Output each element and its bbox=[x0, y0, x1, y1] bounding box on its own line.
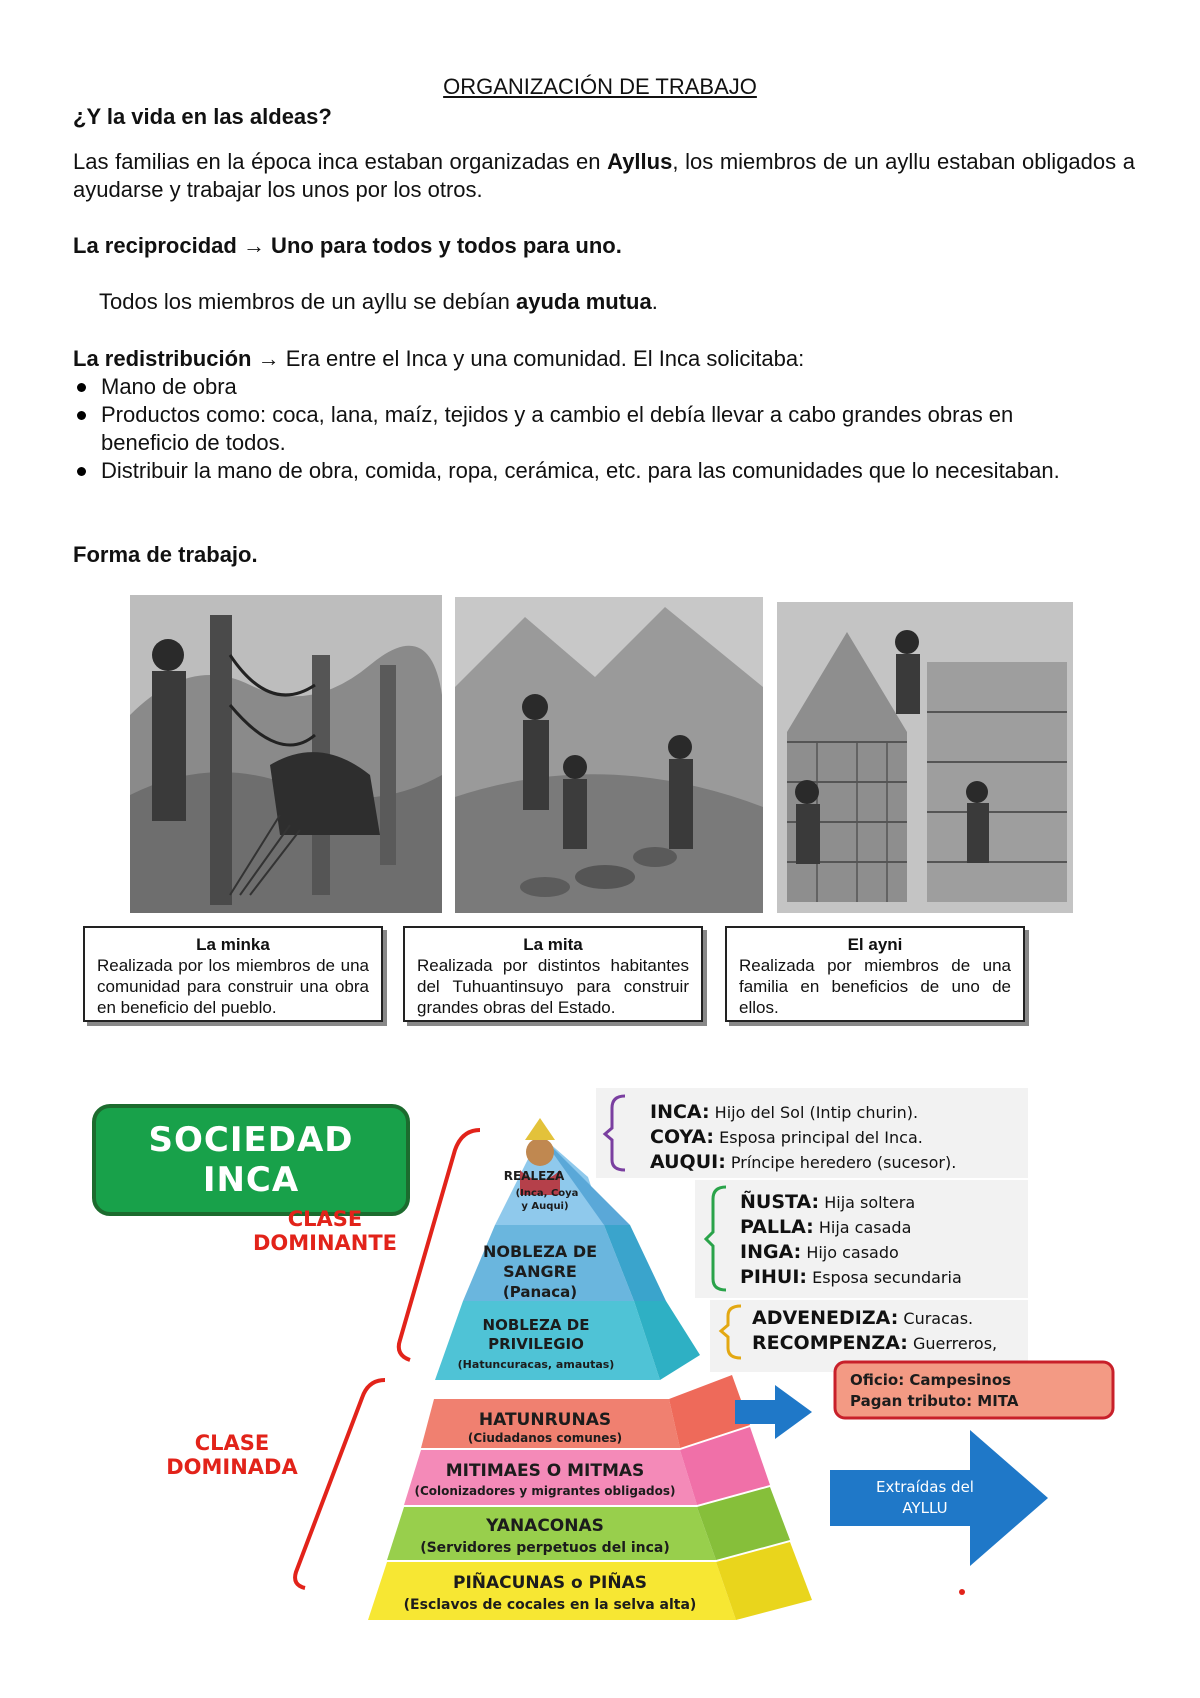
mitimaes-title: MITIMAES O MITMAS bbox=[445, 1461, 645, 1481]
list-item bbox=[650, 1100, 956, 1125]
dominada-bracket bbox=[295, 1380, 385, 1588]
minka-illustration bbox=[130, 595, 442, 913]
list-item bbox=[650, 1150, 956, 1175]
realeza-info-list bbox=[650, 1100, 956, 1175]
logo-line-2: INCA bbox=[202, 1160, 300, 1200]
privilegio-info-list bbox=[752, 1306, 997, 1356]
mita-title: La mita bbox=[523, 935, 583, 954]
decorative-dot bbox=[959, 1589, 965, 1595]
list-item bbox=[752, 1331, 997, 1356]
nobleza-privilegio-title: NOBLEZA DE bbox=[482, 1316, 590, 1334]
minka-description: Realizada por los miembros de una comunidad para construir una obra en beneficio del pueblo. bbox=[97, 956, 369, 1017]
reciprocidad-text: Todos los miembros de un ayllu se debían bbox=[99, 289, 517, 314]
yanaconas-sub: (Servidores perpetuos del inca) bbox=[420, 1540, 670, 1556]
inga-desc: Hijo casado bbox=[801, 1243, 899, 1262]
mita-description: Realizada por distintos habitantes del Tuhuantinsuyo para construir grandes obras del Estado. bbox=[417, 956, 689, 1017]
minka-card bbox=[83, 926, 383, 1022]
bullet-icon bbox=[77, 383, 86, 392]
extraidas-line-1: Extraídas del bbox=[876, 1478, 974, 1496]
inca-figure-icon bbox=[526, 1138, 554, 1166]
logo-line-1: SOCIEDAD bbox=[148, 1120, 354, 1160]
ayni-illustration bbox=[777, 602, 1073, 913]
ayni-card bbox=[725, 926, 1025, 1022]
list-item bbox=[740, 1215, 962, 1240]
inca-term: INCA: bbox=[650, 1101, 710, 1123]
palla-term: PALLA: bbox=[740, 1216, 814, 1238]
clase-dominada-line-1: CLASE bbox=[194, 1431, 270, 1455]
oficio-line-1: Oficio: Campesinos bbox=[850, 1371, 1012, 1389]
oficio-line-2: Pagan tributo: MITA bbox=[850, 1392, 1019, 1410]
reciprocidad-heading: La reciprocidad → Uno para todos y todos para uno. bbox=[73, 233, 622, 258]
list-item bbox=[650, 1125, 956, 1150]
coya-term: COYA: bbox=[650, 1126, 715, 1148]
list-item bbox=[73, 373, 1073, 401]
bullet-icon bbox=[77, 411, 86, 420]
society-pyramid-diagram bbox=[0, 1080, 1200, 1620]
pihui-desc: Esposa secundaria bbox=[807, 1268, 962, 1287]
list-item-text: Productos como: coca, lana, maíz, tejidos y a cambio el debía llevar a cabo grandes obras en beneficio de todos. bbox=[101, 402, 1014, 455]
auqui-term: AUQUI: bbox=[650, 1151, 726, 1173]
realeza-title: REALEZA bbox=[503, 1169, 565, 1183]
page-title: ORGANIZACIÓN DE TRABAJO bbox=[443, 74, 757, 99]
mitimaes-sub: (Colonizadores y migrantes obligados) bbox=[414, 1484, 676, 1498]
pihui-term: PIHUI: bbox=[740, 1266, 807, 1288]
list-item bbox=[740, 1190, 962, 1215]
realeza-sub-1: (Inca, Coya bbox=[515, 1188, 579, 1199]
recompenza-desc: Guerreros, bbox=[907, 1334, 998, 1353]
ayni-title: El ayni bbox=[847, 935, 903, 954]
intro-paragraph bbox=[73, 148, 1135, 204]
ayni-description: Realizada por miembros de una familia en beneficios de uno de ellos. bbox=[739, 956, 1011, 1017]
clase-dominante-line-1: CLASE bbox=[287, 1207, 363, 1231]
clase-dominada-line-2: DOMINADA bbox=[166, 1455, 298, 1479]
ayllus-term: Ayllus bbox=[607, 149, 673, 174]
list-item-text: Distribuir la mano de obra, comida, ropa, cerámica, etc. para las comunidades que lo necesitaban. bbox=[101, 458, 1060, 483]
redistribucion-text: Era entre el Inca y una comunidad. El Inca solicitaba: bbox=[279, 346, 805, 371]
list-item bbox=[73, 457, 1061, 485]
section-question: ¿Y la vida en las aldeas? bbox=[73, 104, 332, 129]
nobleza-sangre-title: NOBLEZA DE bbox=[482, 1242, 598, 1261]
pinacunas-sub: (Esclavos de cocales en la selva alta) bbox=[403, 1597, 697, 1613]
nusta-desc: Hija soltera bbox=[819, 1193, 916, 1212]
nusta-term: ÑUSTA: bbox=[740, 1191, 820, 1213]
extraidas-arrow-icon bbox=[830, 1430, 1048, 1566]
panaca-label: (Panaca) bbox=[502, 1283, 578, 1301]
advenediza-desc: Curacas. bbox=[898, 1309, 974, 1328]
clase-dominante-line-2: DOMINANTE bbox=[252, 1231, 398, 1255]
hatuncuracas-label: (Hatuncuracas, amautas) bbox=[457, 1358, 615, 1371]
reciprocidad-paragraph bbox=[99, 288, 658, 316]
list-item bbox=[740, 1240, 962, 1265]
auqui-desc: Príncipe heredero (sucesor). bbox=[725, 1153, 957, 1172]
minka-title: La minka bbox=[196, 935, 270, 954]
realeza-sub-2: y Auqui) bbox=[521, 1201, 569, 1212]
redistribucion-list bbox=[73, 373, 1073, 485]
forma-trabajo-heading: Forma de trabajo. bbox=[73, 542, 258, 567]
coya-desc: Esposa principal del Inca. bbox=[714, 1128, 923, 1147]
list-item bbox=[73, 401, 1061, 457]
ayuda-mutua-term: ayuda mutua bbox=[516, 289, 652, 314]
bullet-icon bbox=[77, 467, 86, 476]
list-item bbox=[752, 1306, 997, 1331]
intro-text-2: , los miembros de un ayllu estaban obligados a ayudarse y trabajar los unos por los otros. bbox=[73, 149, 1135, 202]
list-item-text: Mano de obra bbox=[101, 374, 237, 399]
redistribucion-paragraph bbox=[73, 345, 804, 373]
intro-text-1: Las familias en la época inca estaban organizadas en bbox=[73, 149, 608, 174]
mita-card bbox=[403, 926, 703, 1022]
recompenza-term: RECOMPENZA: bbox=[752, 1332, 908, 1354]
sangre-info-list bbox=[740, 1190, 962, 1290]
nobleza-sangre-sub: SANGRE bbox=[503, 1262, 577, 1281]
list-item bbox=[740, 1265, 962, 1290]
pinacunas-title: PIÑACUNAS o PIÑAS bbox=[452, 1573, 648, 1593]
palla-desc: Hija casada bbox=[813, 1218, 912, 1237]
yanaconas-title: YANACONAS bbox=[486, 1516, 604, 1536]
inga-term: INGA: bbox=[740, 1241, 802, 1263]
nobleza-privilegio-sub: PRIVILEGIO bbox=[488, 1335, 584, 1353]
reciprocidad-end: . bbox=[651, 289, 658, 314]
extraidas-line-2: AYLLU bbox=[902, 1499, 948, 1517]
inca-desc: Hijo del Sol (Intip churin). bbox=[709, 1103, 919, 1122]
hatunrunas-title: HATUNRUNAS bbox=[478, 1410, 612, 1430]
mita-illustration bbox=[455, 597, 763, 913]
advenediza-term: ADVENEDIZA: bbox=[752, 1307, 899, 1329]
hatunrunas-sub: (Ciudadanos comunes) bbox=[467, 1431, 623, 1445]
redistribucion-term: La redistribución → bbox=[73, 346, 280, 371]
